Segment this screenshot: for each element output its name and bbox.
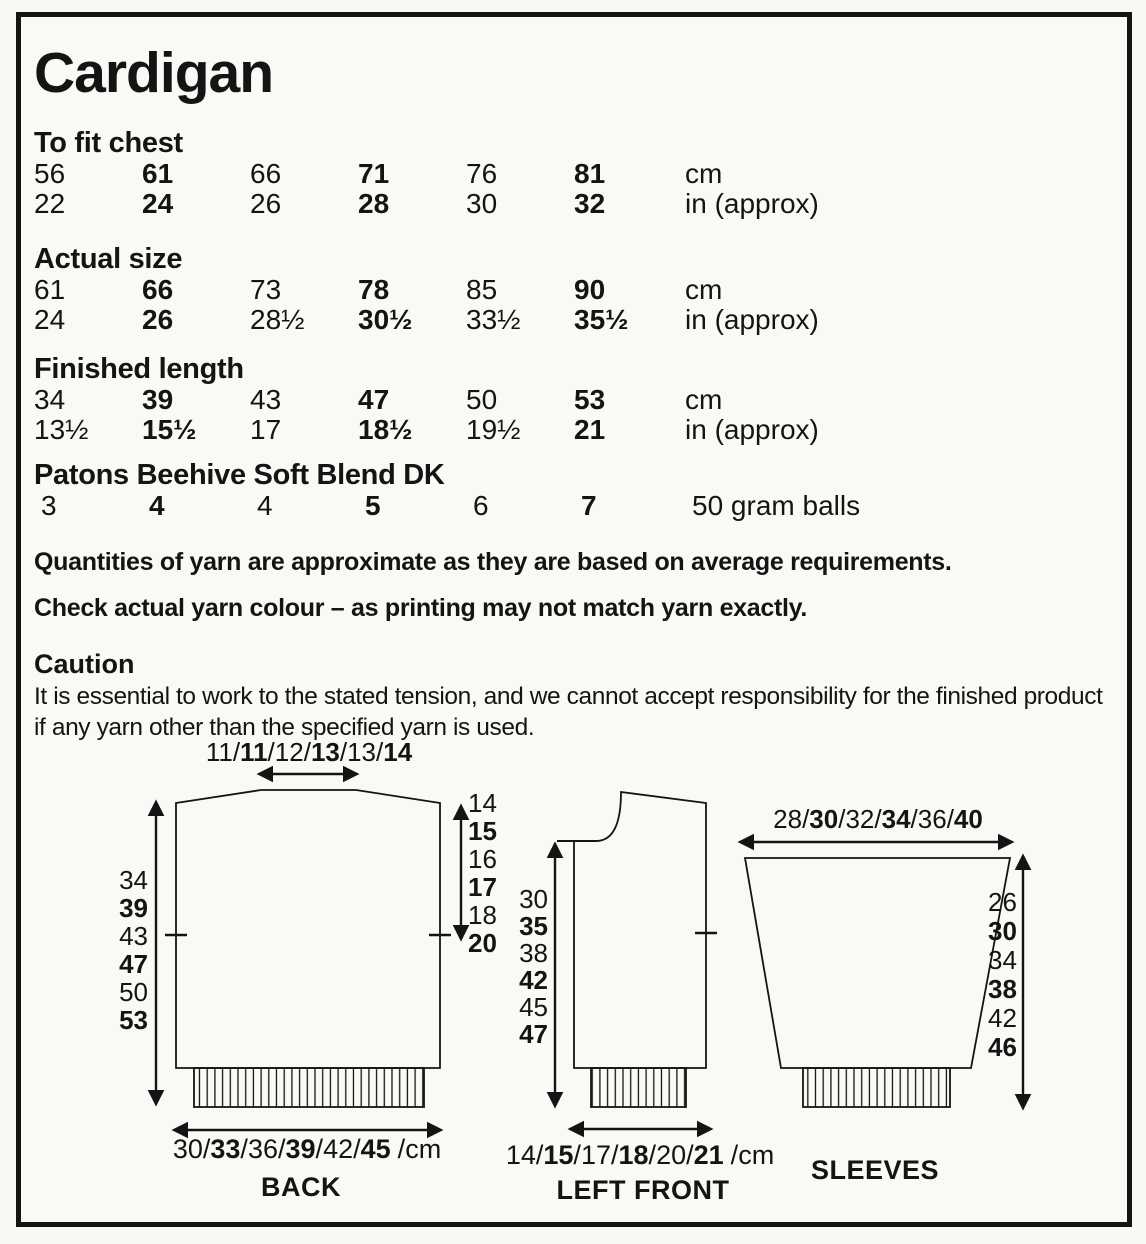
value: 17 [250,414,282,445]
note-quantities: Quantities of yarn are approximate as they are based on average requirements. [34,548,952,576]
page-content [34,17,1121,743]
value: 53 [574,384,606,415]
value: 4 [257,490,273,521]
value: 11 [205,737,233,767]
table-row [34,415,1121,445]
value: 28 [773,804,803,834]
value: 56 [34,158,66,189]
page-frame [16,12,1132,1227]
back-neck-width-label [206,738,412,766]
value: 61 [34,274,66,305]
value: / 11 [233,737,268,767]
value: / 14 [376,737,412,767]
value: 7 [581,490,597,521]
value: / 21 [686,1140,724,1170]
sleeve-outline [745,858,1010,1068]
size-values-in [34,305,682,335]
caution-body: It is essential to work to the stated tension, and we cannot accept responsibility for the finished product if any yarn other than the specified yarn is used. [34,683,1103,741]
value: 32 [574,188,606,219]
unit-label: / cm [398,1134,442,1164]
value: 24 [34,304,66,335]
table-row [34,275,1121,305]
value: 24 [142,188,174,219]
table-row [34,159,1121,189]
value: 33½ [466,304,521,335]
value: / 18 [611,1140,649,1170]
value: / 13 [304,737,340,767]
value: 43 [119,921,148,951]
sleeves-piece [741,842,1023,1107]
section-yarn [34,459,1121,521]
sleeve-top-width-label [773,805,983,833]
left-front-length-values [488,886,548,1048]
back-rib-band [194,1068,424,1107]
value: / 33 [203,1134,241,1164]
section-heading: Actual size [34,243,183,275]
value: 26 [142,304,174,335]
value: 66 [250,158,282,189]
value: / 30 [802,804,838,834]
value: 17 [468,872,497,902]
yarn-name-heading: Patons Beehive Soft Blend DK [34,459,445,491]
value: 42 [519,965,548,995]
value: 14 [468,788,497,818]
table-row [34,385,1121,415]
back-outline [176,790,440,1068]
value: / 20 [649,1140,687,1170]
size-values-cm [34,275,682,305]
value: 15½ [142,414,197,445]
page-title: Cardigan [34,41,274,105]
value: 26 [988,887,1017,917]
value: 15 [468,816,497,846]
value: / 13 [340,737,376,767]
value: / 15 [536,1140,574,1170]
value: / 42 [316,1134,354,1164]
value: 38 [988,974,1017,1004]
size-values-cm [34,159,682,189]
value: 39 [119,893,148,923]
back-width-label [173,1135,441,1163]
value: 18½ [358,414,413,445]
section-heading: Finished length [34,353,244,385]
value: 6 [473,490,489,521]
section-to-fit-chest [34,127,1121,219]
value: 16 [468,844,497,874]
value: / 39 [278,1134,316,1164]
unit-label: in (approx) [685,414,819,445]
unit-label: cm [685,384,723,415]
section-actual-size [34,243,1121,335]
value: 34 [34,384,66,415]
value: 42 [988,1003,1017,1033]
value: 34 [988,945,1017,975]
section-heading: To fit chest [34,127,183,159]
unit-label: in (approx) [685,188,819,219]
value: / 45 [353,1134,391,1164]
value: / 12 [268,737,304,767]
value: 20 [468,928,497,958]
value: 28 [358,188,390,219]
value: 13½ [34,414,89,445]
caution-heading: Caution [34,649,135,679]
schematics-region [34,735,1119,1220]
value: 90 [574,274,606,305]
back-length-values [92,866,148,1034]
left-front-piece [555,792,717,1129]
value: 26 [250,188,282,219]
sleeves-caption: SLEEVES [810,1155,940,1185]
value: 30 [519,884,548,914]
value: 35½ [574,304,629,335]
value: / 34 [874,804,910,834]
unit-label: cm [685,158,723,189]
value: / 36 [911,804,947,834]
value: 78 [358,274,390,305]
value: 21 [574,414,606,445]
table-row [34,189,1121,219]
value: 50 [119,977,148,1007]
value: / 32 [838,804,874,834]
value: 47 [358,384,390,415]
value: 50 [466,384,498,415]
value: 81 [574,158,606,189]
table-row [34,491,1121,521]
value: 73 [250,274,282,305]
value: 66 [142,274,174,305]
value: 43 [250,384,282,415]
caution-block [34,649,1121,743]
value: 53 [119,1005,148,1035]
value: 30½ [358,304,413,335]
ball-quantities [34,491,689,521]
table-row [34,305,1121,335]
value: 5 [365,490,381,521]
value: / 40 [947,804,983,834]
section-finished-length [34,353,1121,445]
value: 35 [519,911,548,941]
value: 45 [519,992,548,1022]
value: 39 [142,384,174,415]
left-front-caption: LEFT FRONT [556,1175,730,1205]
value: 46 [988,1032,1017,1062]
value: 38 [519,938,548,968]
left-front-rib-band [591,1068,686,1107]
left-front-width-label [506,1141,774,1169]
value: / 17 [573,1140,611,1170]
value: 30 [172,1134,203,1164]
sleeve-rib-cuff [803,1068,950,1107]
notes-block [34,547,1121,623]
value: 85 [466,274,498,305]
value: 19½ [466,414,521,445]
size-values-cm [34,385,682,415]
value: 14 [505,1140,536,1170]
value: 3 [41,490,57,521]
note-colour: Check actual yarn colour – as printing may not match yarn exactly. [34,594,808,622]
value: 18 [468,900,497,930]
value: 47 [519,1019,548,1049]
value: 30 [988,916,1017,946]
unit-label: in (approx) [685,304,819,335]
back-piece [156,774,461,1130]
value: 30 [466,188,498,219]
back-caption: BACK [261,1172,341,1202]
unit-label: cm [685,274,723,305]
value: 76 [466,158,498,189]
unit-label: 50 gram balls [692,490,861,521]
left-front-outline [574,792,706,1068]
value: 22 [34,188,66,219]
value: 34 [119,865,148,895]
size-values-in [34,415,682,445]
sleeve-length-values [988,888,1017,1062]
value: 61 [142,158,174,189]
value: 47 [119,949,148,979]
value: 4 [149,490,165,521]
value: 28½ [250,304,305,335]
value: / 36 [240,1134,278,1164]
value: 71 [358,158,390,189]
size-values-in [34,189,682,219]
unit-label: / cm [731,1140,775,1170]
